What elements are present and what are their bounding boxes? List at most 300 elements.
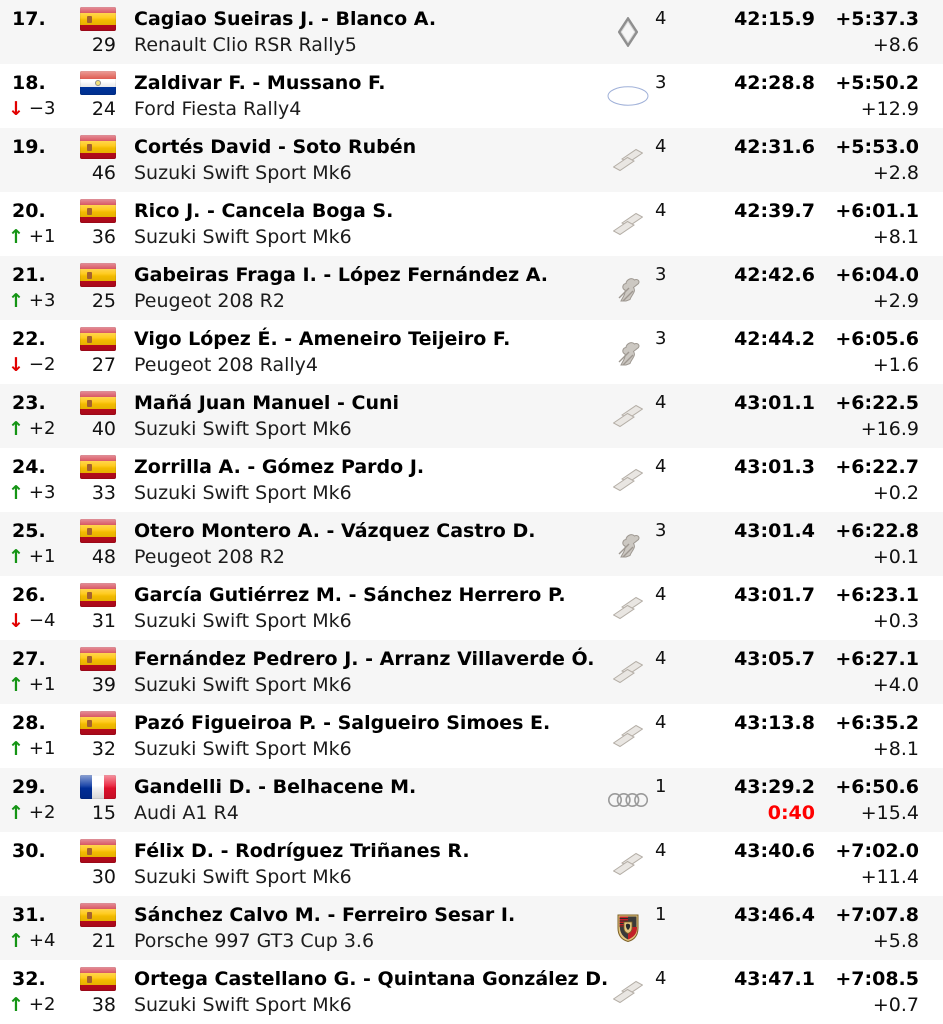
svg-text:Ford: Ford bbox=[616, 92, 640, 103]
change-arrow-icon: ↑ bbox=[8, 482, 24, 504]
time-cell bbox=[689, 128, 815, 192]
position-cell bbox=[0, 896, 76, 960]
gap-cell bbox=[815, 576, 919, 640]
make-logo-cell bbox=[601, 960, 655, 1024]
position-label: 30. bbox=[12, 840, 46, 862]
crew-names[interactable]: Gabeiras Fraga I. - López Fernández A. bbox=[134, 264, 549, 286]
class-number: 4 bbox=[655, 840, 667, 861]
gap-to-leader: +6:22.8 bbox=[835, 520, 919, 542]
position-change bbox=[8, 672, 76, 698]
gap-cell bbox=[815, 768, 919, 832]
gap-to-leader: +6:50.6 bbox=[835, 776, 919, 798]
crew-cell bbox=[122, 576, 601, 640]
position-change bbox=[8, 928, 76, 954]
gap-to-leader: +7:07.8 bbox=[835, 904, 919, 926]
result-row[interactable] bbox=[0, 832, 943, 896]
car-number: 46 bbox=[91, 162, 116, 184]
change-value: +1 bbox=[28, 738, 56, 759]
result-row[interactable] bbox=[0, 192, 943, 256]
gap-to-previous: +8.6 bbox=[872, 34, 919, 56]
entry-cell bbox=[76, 960, 122, 1024]
country-flag-icon bbox=[80, 327, 116, 351]
change-value: −4 bbox=[28, 610, 56, 631]
total-time: 42:28.8 bbox=[734, 72, 815, 94]
gap-cell bbox=[815, 256, 919, 320]
gap-to-previous: +4.0 bbox=[872, 674, 919, 696]
class-number: 4 bbox=[655, 968, 667, 989]
country-flag-icon bbox=[80, 199, 116, 223]
crew-names[interactable]: Zaldivar F. - Mussano F. bbox=[134, 72, 386, 94]
class-number: 3 bbox=[655, 72, 667, 93]
result-row[interactable] bbox=[0, 640, 943, 704]
suzuki-logo-icon bbox=[613, 210, 643, 238]
total-time: 43:05.7 bbox=[734, 648, 815, 670]
make-logo-cell bbox=[601, 448, 655, 512]
gap-cell bbox=[815, 960, 919, 1024]
gap-to-leader: +6:01.1 bbox=[835, 200, 919, 222]
gap-to-leader: +6:05.6 bbox=[835, 328, 919, 350]
change-arrow-icon: ↑ bbox=[8, 930, 24, 952]
make-logo-cell bbox=[601, 64, 655, 128]
change-value: −2 bbox=[28, 354, 56, 375]
class-number: 4 bbox=[655, 136, 667, 157]
entry-cell bbox=[76, 384, 122, 448]
suzuki-logo-icon bbox=[613, 850, 643, 878]
result-row[interactable] bbox=[0, 0, 943, 64]
country-flag-icon bbox=[80, 775, 116, 799]
make-logo-cell bbox=[601, 832, 655, 896]
car-number: 38 bbox=[91, 994, 116, 1016]
class-number: 1 bbox=[655, 776, 667, 797]
change-value: +1 bbox=[28, 226, 56, 247]
position-change bbox=[8, 736, 76, 762]
crew-cell bbox=[122, 384, 601, 448]
gap-to-leader: +7:02.0 bbox=[835, 840, 919, 862]
change-arrow-icon: ↑ bbox=[8, 738, 24, 760]
position-label: 32. bbox=[12, 968, 46, 990]
position-label: 31. bbox=[12, 904, 46, 926]
position-label: 18. bbox=[12, 72, 46, 94]
entry-cell bbox=[76, 0, 122, 64]
gap-to-previous: +2.8 bbox=[872, 162, 919, 184]
result-row[interactable] bbox=[0, 768, 943, 832]
time-cell bbox=[689, 0, 815, 64]
gap-cell bbox=[815, 640, 919, 704]
class-cell bbox=[655, 256, 689, 320]
crew-names[interactable]: Mañá Juan Manuel - Cuni bbox=[134, 392, 400, 414]
position-label: 28. bbox=[12, 712, 46, 734]
crew-cell bbox=[122, 960, 609, 1024]
audi-logo-icon bbox=[608, 791, 648, 809]
change-arrow-icon: ↑ bbox=[8, 546, 24, 568]
change-value: +4 bbox=[28, 930, 56, 951]
gap-cell bbox=[815, 704, 919, 768]
total-time: 43:13.8 bbox=[734, 712, 815, 734]
class-cell bbox=[655, 640, 689, 704]
gap-to-leader: +6:23.1 bbox=[835, 584, 919, 606]
class-number: 4 bbox=[655, 648, 667, 669]
position-cell bbox=[0, 256, 76, 320]
make-logo-cell bbox=[601, 192, 655, 256]
entry-cell bbox=[76, 640, 122, 704]
change-value: +2 bbox=[28, 802, 56, 823]
class-cell bbox=[655, 896, 689, 960]
gap-to-leader: +6:22.5 bbox=[835, 392, 919, 414]
peugeot-logo-icon bbox=[615, 530, 641, 558]
change-arrow-icon: ↑ bbox=[8, 290, 24, 312]
class-cell bbox=[655, 832, 689, 896]
gap-to-previous: +0.7 bbox=[872, 994, 919, 1016]
change-arrow-icon: ↑ bbox=[8, 418, 24, 440]
entry-cell bbox=[76, 832, 122, 896]
position-label: 21. bbox=[12, 264, 46, 286]
car-model: Suzuki Swift Sport Mk6 bbox=[134, 482, 352, 504]
change-arrow-icon: ↑ bbox=[8, 802, 24, 824]
car-model: Suzuki Swift Sport Mk6 bbox=[134, 994, 352, 1016]
total-time: 42:31.6 bbox=[734, 136, 815, 158]
country-flag-icon bbox=[80, 391, 116, 415]
car-model: Suzuki Swift Sport Mk6 bbox=[134, 866, 352, 888]
result-row[interactable] bbox=[0, 896, 943, 960]
crew-names[interactable]: Pazó Figueiroa P. - Salgueiro Simoes E. bbox=[134, 712, 551, 734]
entry-cell bbox=[76, 256, 122, 320]
total-time: 43:01.7 bbox=[734, 584, 815, 606]
time-cell bbox=[689, 896, 815, 960]
position-cell bbox=[0, 320, 76, 384]
gap-to-previous: +5.8 bbox=[872, 930, 919, 952]
entry-cell bbox=[76, 576, 122, 640]
suzuki-logo-icon bbox=[613, 658, 643, 686]
gap-cell bbox=[815, 128, 919, 192]
gap-to-leader: +6:22.7 bbox=[835, 456, 919, 478]
crew-names[interactable]: Cagiao Sueiras J. - Blanco A. bbox=[134, 8, 437, 30]
car-model: Suzuki Swift Sport Mk6 bbox=[134, 162, 352, 184]
make-logo-cell bbox=[601, 896, 655, 960]
class-number: 1 bbox=[655, 904, 667, 925]
crew-names[interactable]: Gandelli D. - Belhacene M. bbox=[134, 776, 417, 798]
ford-logo-icon bbox=[607, 86, 649, 106]
position-cell bbox=[0, 576, 76, 640]
entry-cell bbox=[76, 768, 122, 832]
car-model: Suzuki Swift Sport Mk6 bbox=[134, 226, 352, 248]
total-time: 43:40.6 bbox=[734, 840, 815, 862]
car-number: 24 bbox=[91, 98, 116, 120]
total-time: 43:47.1 bbox=[734, 968, 815, 990]
result-row[interactable] bbox=[0, 704, 943, 768]
position-cell bbox=[0, 448, 76, 512]
position-label: 27. bbox=[12, 648, 46, 670]
gap-to-previous: +12.9 bbox=[860, 98, 919, 120]
position-label: 25. bbox=[12, 520, 46, 542]
crew-cell bbox=[122, 0, 601, 64]
change-arrow-icon: ↑ bbox=[8, 994, 24, 1016]
make-logo-cell bbox=[601, 384, 655, 448]
entry-cell bbox=[76, 192, 122, 256]
crew-names[interactable]: Otero Montero A. - Vázquez Castro D. bbox=[134, 520, 536, 542]
entry-cell bbox=[76, 704, 122, 768]
penalty-time: 0:40 bbox=[767, 802, 815, 824]
class-cell bbox=[655, 128, 689, 192]
crew-names[interactable]: Ortega Castellano G. - Quintana González D. bbox=[134, 968, 609, 990]
gap-cell bbox=[815, 0, 919, 64]
car-model: Suzuki Swift Sport Mk6 bbox=[134, 674, 352, 696]
gap-cell bbox=[815, 64, 919, 128]
result-row[interactable] bbox=[0, 960, 943, 1024]
time-cell bbox=[689, 768, 815, 832]
car-model: Audi A1 R4 bbox=[134, 802, 239, 824]
crew-names[interactable]: Sánchez Calvo M. - Ferreiro Sesar I. bbox=[134, 904, 516, 926]
class-cell bbox=[655, 512, 689, 576]
gap-to-leader: +6:27.1 bbox=[835, 648, 919, 670]
time-cell bbox=[689, 832, 815, 896]
position-cell bbox=[0, 832, 76, 896]
car-model: Peugeot 208 R2 bbox=[134, 290, 285, 312]
entry-cell bbox=[76, 320, 122, 384]
make-logo-cell bbox=[601, 512, 655, 576]
total-time: 42:39.7 bbox=[734, 200, 815, 222]
class-number: 3 bbox=[655, 520, 667, 541]
position-label: 24. bbox=[12, 456, 46, 478]
make-logo-cell bbox=[601, 128, 655, 192]
position-cell bbox=[0, 64, 76, 128]
country-flag-icon bbox=[80, 519, 116, 543]
car-model: Porsche 997 GT3 Cup 3.6 bbox=[134, 930, 375, 952]
position-cell bbox=[0, 512, 76, 576]
entry-cell bbox=[76, 128, 122, 192]
car-number: 39 bbox=[91, 674, 116, 696]
class-cell bbox=[655, 64, 689, 128]
crew-cell bbox=[122, 704, 601, 768]
gap-to-previous: +0.3 bbox=[872, 610, 919, 632]
gap-cell bbox=[815, 896, 919, 960]
class-cell bbox=[655, 448, 689, 512]
position-change bbox=[8, 416, 76, 442]
car-model: Peugeot 208 Rally4 bbox=[134, 354, 318, 376]
car-number: 27 bbox=[91, 354, 116, 376]
crew-names[interactable]: Félix D. - Rodríguez Triñanes R. bbox=[134, 840, 470, 862]
total-time: 42:15.9 bbox=[734, 8, 815, 30]
change-value: +1 bbox=[28, 674, 56, 695]
total-time: 43:46.4 bbox=[734, 904, 815, 926]
result-row[interactable] bbox=[0, 384, 943, 448]
result-row[interactable] bbox=[0, 576, 943, 640]
gap-to-previous: +11.4 bbox=[860, 866, 919, 888]
make-logo-cell bbox=[601, 320, 655, 384]
position-change bbox=[8, 480, 76, 506]
gap-to-leader: +5:50.2 bbox=[835, 72, 919, 94]
porsche-logo-icon bbox=[617, 914, 639, 942]
change-arrow-icon: ↓ bbox=[8, 354, 24, 376]
entry-cell bbox=[76, 64, 122, 128]
suzuki-logo-icon bbox=[613, 594, 643, 622]
crew-cell bbox=[122, 448, 601, 512]
gap-to-previous: +16.9 bbox=[860, 418, 919, 440]
gap-to-previous: +15.4 bbox=[860, 802, 919, 824]
time-cell bbox=[689, 64, 815, 128]
car-model: Suzuki Swift Sport Mk6 bbox=[134, 738, 352, 760]
change-value: −3 bbox=[28, 98, 56, 119]
country-flag-icon bbox=[80, 583, 116, 607]
class-cell bbox=[655, 384, 689, 448]
gap-to-leader: +6:35.2 bbox=[835, 712, 919, 734]
position-change bbox=[8, 800, 76, 826]
crew-names[interactable]: García Gutiérrez M. - Sánchez Herrero P. bbox=[134, 584, 566, 606]
class-number: 4 bbox=[655, 712, 667, 733]
position-cell bbox=[0, 960, 76, 1024]
time-cell bbox=[689, 256, 815, 320]
crew-names[interactable]: Rico J. - Cancela Boga S. bbox=[134, 200, 394, 222]
crew-names[interactable]: Fernández Pedrero J. - Arranz Villaverde Ó. bbox=[134, 648, 595, 670]
result-row[interactable] bbox=[0, 256, 943, 320]
country-flag-icon bbox=[80, 263, 116, 287]
make-logo-cell bbox=[601, 704, 655, 768]
crew-names[interactable]: Vigo López É. - Ameneiro Teijeiro F. bbox=[134, 328, 511, 350]
country-flag-icon bbox=[80, 71, 116, 95]
position-change bbox=[8, 544, 76, 570]
crew-cell bbox=[122, 896, 601, 960]
crew-names[interactable]: Cortés David - Soto Rubén bbox=[134, 136, 417, 158]
time-cell bbox=[689, 640, 815, 704]
crew-cell bbox=[122, 256, 601, 320]
gap-cell bbox=[815, 384, 919, 448]
result-row[interactable] bbox=[0, 448, 943, 512]
suzuki-logo-icon bbox=[613, 722, 643, 750]
position-label: 19. bbox=[12, 136, 46, 158]
total-time: 43:01.1 bbox=[734, 392, 815, 414]
change-value: +2 bbox=[28, 418, 56, 439]
make-logo-cell bbox=[601, 640, 655, 704]
country-flag-icon bbox=[80, 647, 116, 671]
position-change bbox=[8, 288, 76, 314]
change-arrow-icon: ↑ bbox=[8, 226, 24, 248]
class-number: 4 bbox=[655, 456, 667, 477]
total-time: 43:01.4 bbox=[734, 520, 815, 542]
position-label: 26. bbox=[12, 584, 46, 606]
gap-to-leader: +6:04.0 bbox=[835, 264, 919, 286]
car-number: 15 bbox=[91, 802, 116, 824]
change-value: +3 bbox=[28, 290, 56, 311]
time-cell bbox=[689, 960, 815, 1024]
gap-cell bbox=[815, 448, 919, 512]
position-cell bbox=[0, 768, 76, 832]
car-number: 40 bbox=[91, 418, 116, 440]
total-time: 42:42.6 bbox=[734, 264, 815, 286]
change-arrow-icon: ↓ bbox=[8, 98, 24, 120]
position-cell bbox=[0, 704, 76, 768]
crew-cell bbox=[122, 512, 601, 576]
total-time: 43:01.3 bbox=[734, 456, 815, 478]
position-change bbox=[8, 96, 76, 122]
entry-cell bbox=[76, 448, 122, 512]
car-number: 33 bbox=[91, 482, 116, 504]
country-flag-icon bbox=[80, 903, 116, 927]
class-cell bbox=[655, 320, 689, 384]
car-model: Suzuki Swift Sport Mk6 bbox=[134, 418, 352, 440]
country-flag-icon bbox=[80, 967, 116, 991]
class-cell bbox=[655, 0, 689, 64]
make-logo-cell bbox=[601, 768, 655, 832]
car-number: 21 bbox=[91, 930, 116, 952]
country-flag-icon bbox=[80, 135, 116, 159]
car-number: 36 bbox=[91, 226, 116, 248]
suzuki-logo-icon bbox=[613, 978, 643, 1006]
result-row[interactable] bbox=[0, 128, 943, 192]
crew-names[interactable]: Zorrilla A. - Gómez Pardo J. bbox=[134, 456, 425, 478]
position-cell bbox=[0, 640, 76, 704]
gap-to-previous: +2.9 bbox=[872, 290, 919, 312]
crew-cell bbox=[122, 832, 601, 896]
position-cell bbox=[0, 0, 76, 64]
renault-logo-icon bbox=[618, 17, 638, 47]
car-number: 29 bbox=[91, 34, 116, 56]
crew-cell bbox=[122, 768, 601, 832]
peugeot-logo-icon bbox=[615, 338, 641, 366]
result-row[interactable] bbox=[0, 64, 943, 128]
position-label: 20. bbox=[12, 200, 46, 222]
time-cell bbox=[689, 384, 815, 448]
gap-to-previous: +8.1 bbox=[872, 738, 919, 760]
position-cell bbox=[0, 384, 76, 448]
gap-to-previous: +0.2 bbox=[872, 482, 919, 504]
change-arrow-icon: ↓ bbox=[8, 610, 24, 632]
car-model: Renault Clio RSR Rally5 bbox=[134, 34, 357, 56]
suzuki-logo-icon bbox=[613, 402, 643, 430]
position-change bbox=[8, 992, 76, 1018]
class-number: 4 bbox=[655, 392, 667, 413]
result-row[interactable] bbox=[0, 512, 943, 576]
crew-cell bbox=[122, 128, 601, 192]
time-cell bbox=[689, 320, 815, 384]
gap-cell bbox=[815, 832, 919, 896]
position-change bbox=[8, 352, 76, 378]
make-logo-cell bbox=[601, 576, 655, 640]
gap-to-leader: +5:37.3 bbox=[835, 8, 919, 30]
result-row[interactable] bbox=[0, 320, 943, 384]
change-value: +1 bbox=[28, 546, 56, 567]
entry-cell bbox=[76, 512, 122, 576]
gap-cell bbox=[815, 512, 919, 576]
gap-to-leader: +7:08.5 bbox=[835, 968, 919, 990]
position-label: 22. bbox=[12, 328, 46, 350]
class-number: 3 bbox=[655, 264, 667, 285]
crew-cell bbox=[122, 640, 601, 704]
time-cell bbox=[689, 448, 815, 512]
time-cell bbox=[689, 704, 815, 768]
total-time: 43:29.2 bbox=[734, 776, 815, 798]
class-number: 4 bbox=[655, 8, 667, 29]
gap-to-previous: +1.6 bbox=[872, 354, 919, 376]
total-time: 42:44.2 bbox=[734, 328, 815, 350]
class-cell bbox=[655, 192, 689, 256]
change-arrow-icon: ↑ bbox=[8, 674, 24, 696]
class-cell bbox=[655, 768, 689, 832]
crew-cell bbox=[122, 192, 601, 256]
position-change bbox=[8, 224, 76, 250]
make-logo-cell bbox=[601, 0, 655, 64]
position-cell bbox=[0, 192, 76, 256]
suzuki-logo-icon bbox=[613, 466, 643, 494]
country-flag-icon bbox=[80, 711, 116, 735]
peugeot-logo-icon bbox=[615, 274, 641, 302]
position-change bbox=[8, 608, 76, 634]
time-cell bbox=[689, 576, 815, 640]
class-number: 4 bbox=[655, 584, 667, 605]
car-number: 25 bbox=[91, 290, 116, 312]
change-value: +2 bbox=[28, 994, 56, 1015]
make-logo-cell bbox=[601, 256, 655, 320]
suzuki-logo-icon bbox=[613, 146, 643, 174]
gap-cell bbox=[815, 320, 919, 384]
